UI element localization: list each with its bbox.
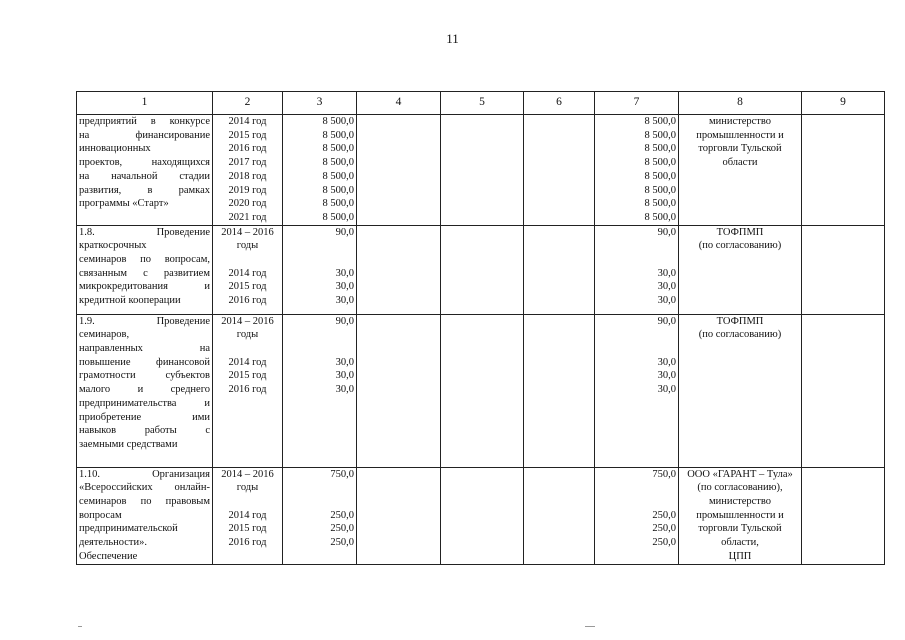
scan-artifact [585,626,595,627]
empty-cell [357,115,441,226]
amount-col7-cell: 90,0 30,0 30,0 30,0 [595,225,679,314]
empty-cell [441,225,524,314]
table-row [77,314,885,467]
empty-cell [524,314,595,467]
years-cell: 2014 год 2015 год 2016 год 2017 год 2018 год 2019 год 2020 год 2021 год [213,115,283,226]
empty-cell [802,115,885,226]
years-cell: 2014 – 2016 годы 2014 год 2015 год 2016 год [213,314,283,467]
column-header-4: 4 [357,92,441,115]
column-header-8: 8 [679,92,802,115]
empty-cell [357,314,441,467]
empty-cell [441,314,524,467]
activity-description: предприятий в конкурсе на финансирование инновационных проектов, находящихся на начальной стадии развития, в рамках программы «Старт» [77,115,213,226]
column-header-6: 6 [524,92,595,115]
scan-artifact [78,626,82,627]
executor-cell: министерство промышленности и торговли Тульской области [679,115,802,226]
empty-cell [524,467,595,564]
empty-cell [802,225,885,314]
amount-col3-cell: 90,0 30,0 30,0 30,0 [283,314,357,467]
page-number: 11 [446,31,459,46]
table-row [77,115,885,226]
column-header-9: 9 [802,92,885,115]
table-row [77,467,885,564]
activity-description: 1.10. Организация «Всероссийских онлайн- семинаров по правовым вопросам предпринимательской деятельности». Обеспечение [77,467,213,564]
amount-col3-cell: 750,0 250,0 250,0 250,0 [283,467,357,564]
empty-cell [357,467,441,564]
column-header-2: 2 [213,92,283,115]
activity-description: 1.8. Проведение краткосрочных семинаров по вопросам, связанным с развитием микрокредитования и кредитной кооперации [77,225,213,314]
empty-cell [524,225,595,314]
amount-col7-cell: 8 500,0 8 500,0 8 500,0 8 500,0 8 500,0 8 500,0 8 500,0 8 500,0 [595,115,679,226]
amount-col3-cell: 8 500,0 8 500,0 8 500,0 8 500,0 8 500,0 8 500,0 8 500,0 8 500,0 [283,115,357,226]
column-header-3: 3 [283,92,357,115]
amount-col7-cell: 90,0 30,0 30,0 30,0 [595,314,679,467]
column-header-5: 5 [441,92,524,115]
executor-cell: ТОФПМП (по согласованию) [679,314,802,467]
activity-description: 1.9. Проведение семинаров, направленных на повышение финансовой грамотности субъектов малого и среднего предпринимательства и приобретение ими навыков работы с заемными средствами [77,314,213,467]
years-cell: 2014 – 2016 годы 2014 год 2015 год 2016 год [213,225,283,314]
amount-col7-cell: 750,0 250,0 250,0 250,0 [595,467,679,564]
empty-cell [441,115,524,226]
executor-cell: ООО «ГАРАНТ – Тула» (по согласованию), министерство промышленности и торговли Тульской области, ЦПП [679,467,802,564]
years-cell: 2014 – 2016 годы 2014 год 2015 год 2016 год [213,467,283,564]
empty-cell [357,225,441,314]
empty-cell [441,467,524,564]
program-activities-table [76,91,885,565]
empty-cell [524,115,595,226]
amount-col3-cell: 90,0 30,0 30,0 30,0 [283,225,357,314]
empty-cell [802,467,885,564]
column-header-1: 1 [77,92,213,115]
executor-cell: ТОФПМП (по согласованию) [679,225,802,314]
table-row [77,225,885,314]
table-header-row [77,92,885,115]
empty-cell [802,314,885,467]
column-header-7: 7 [595,92,679,115]
